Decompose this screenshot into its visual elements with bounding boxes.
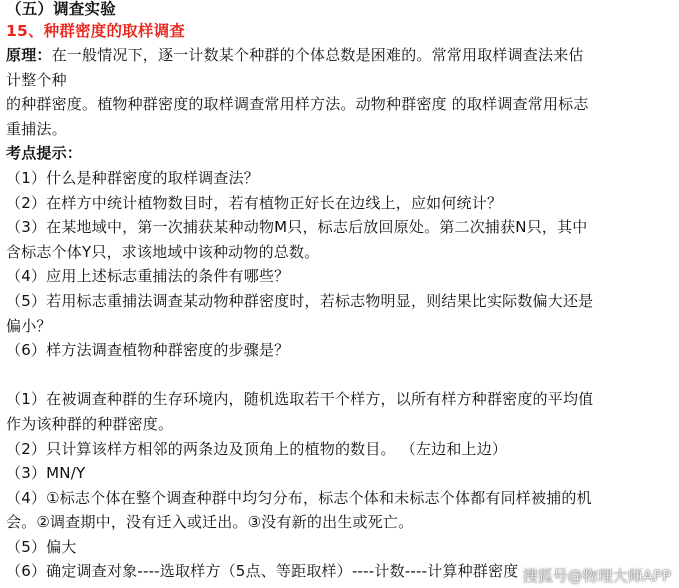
- tips-label: 考点提示：: [6, 144, 83, 163]
- answer-6: （6）确定调查对象----选取样方（5点、等距取样）----计数----计算种群密度: [6, 562, 519, 581]
- answer-4-line-2: 会。②调查期中，没有迁入或迁出。③没有新的出生或死亡。: [6, 513, 414, 532]
- principle-line-2: 计整个种: [6, 70, 67, 89]
- answer-1-line-1: （1）在被调查种群的生存环境内，随机选取若干个样方，以所有样方种群密度的平均值: [6, 390, 594, 409]
- answer-1-line-2: 作为该种群的种群密度。: [6, 414, 174, 433]
- answer-3: （3）MN/Y: [6, 464, 86, 483]
- answer-5: （5）偏大: [6, 537, 77, 556]
- experiment-title: 15、种群密度的取样调查: [6, 22, 185, 40]
- document-page: [6, 0, 674, 584]
- question-4: （4）应用上述标志重捕法的条件有哪些？: [6, 267, 290, 286]
- principle-line-4: 重捕法。: [6, 119, 67, 138]
- source-watermark: 搜狐号@物理大师APP: [522, 567, 671, 585]
- principle-label: 原理：: [6, 46, 52, 64]
- answer-2: （2）只计算该样方相邻的两条边及顶角上的植物的数目。 （左边和上边）: [6, 439, 508, 458]
- principle-line-1: [6, 43, 674, 68]
- principle-line-3: 的种群密度。植物种群密度的取样调查常用样方法。动物种群密度 的取样调查常用标志: [6, 95, 589, 114]
- question-3-line-1: （3）在某地域中，第一次捕获某种动物M只，标志后放回原处。第二次捕获N只，其中: [6, 218, 588, 237]
- section-title: （五）调查实验: [6, 0, 116, 18]
- principle-text-1: 在一般情况下，逐一计数某个种群的个体总数是困难的。常常用取样调查法来估: [51, 46, 584, 64]
- spacer: [6, 363, 674, 388]
- question-6: （6）样方法调查植物种群密度的步骤是？: [6, 341, 290, 360]
- question-5-line-2: 偏小？: [6, 316, 52, 335]
- answer-4-line-1: （4）①标志个体在整个调查种群中均匀分布，标志个体和未标志个体都有同样被捕的机: [6, 488, 592, 507]
- question-1: （1）什么是种群密度的取样调查法？: [6, 168, 259, 187]
- answer-list: [6, 387, 674, 584]
- question-3-line-2: 含标志个体Y只，求该地域中该种动物的总数。: [6, 242, 320, 261]
- question-5-line-1: （5）若用标志重捕法调查某动物种群密度时，若标志物明显，则结果比实际数偏大还是: [6, 291, 594, 310]
- question-list: [6, 166, 674, 363]
- question-2: （2）在样方中统计植物数目时，若有植物正好长在边线上，应如何统计？: [6, 193, 503, 212]
